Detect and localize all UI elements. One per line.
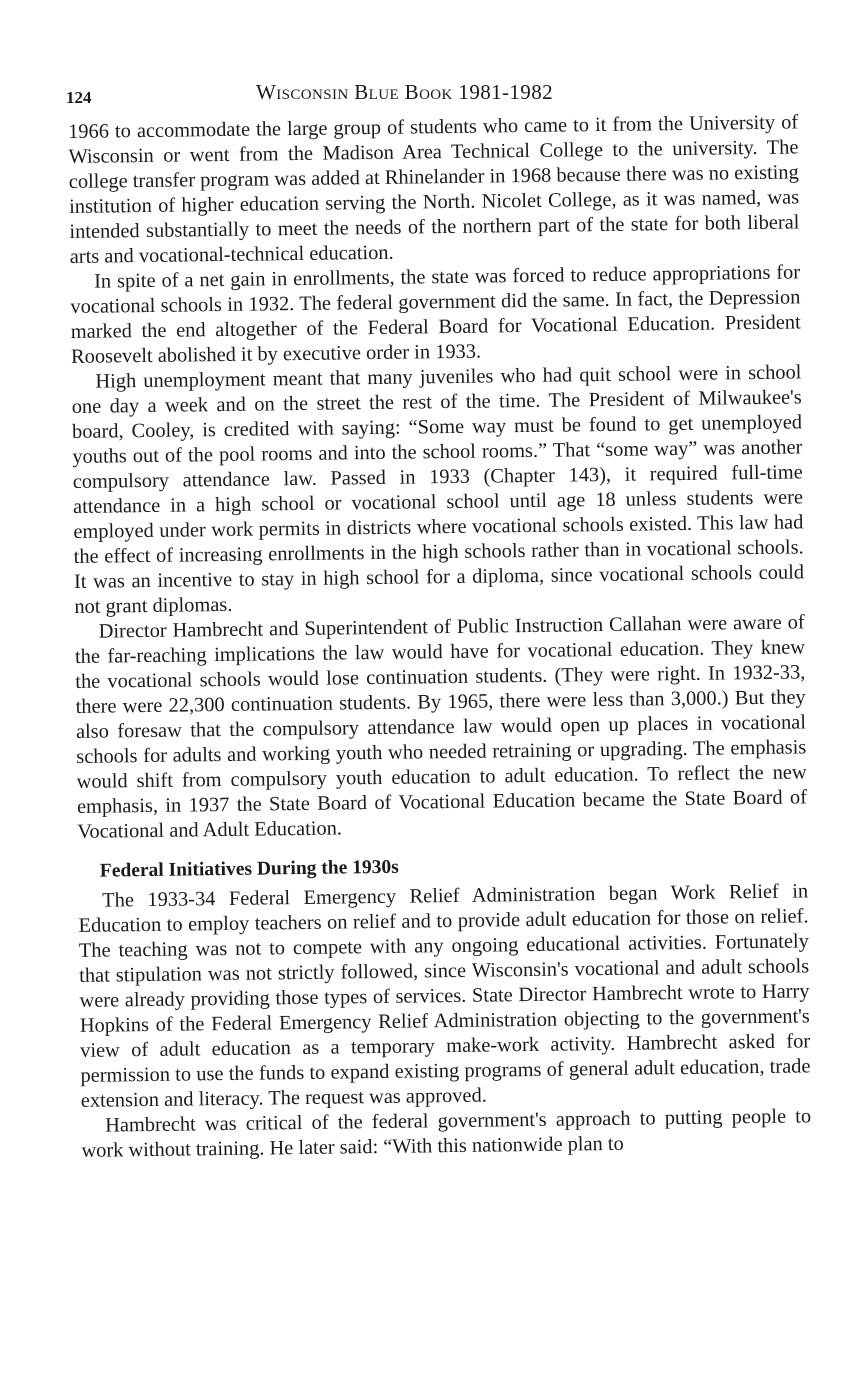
section-heading: Federal Initiatives During the 1930s [99,856,399,882]
paragraph-appropriations: In spite of a net gain in enrollments, the state was forced to reduce appropriations for vocational schools in 1932. The federal government did the same. In fact, the Depression marked the end altogether of the Federal Board for Vocational Education. President Roosevelt abolished it by executive order in 1933. [70,261,801,368]
paragraph-federal-relief: The 1933-34 Federal Emergency Relief Administration began Work Relief in Education to employ teachers on relief and to provide adult education for those on relief. The teaching was not to compete with any ongoing educational activities. Fortunately that stipulation was not strictly followed, since Wisconsin's vocational and adult schools were already providing those types of services. State Director Hambrecht wrote to Harry Hopkins of the Federal Emergency Relief Administration objecting to the government's view of adult education as a temporary make-work activity. Hambrecht asked for permission to use the funds to expand existing programs of general adult education, trade extension and literacy. The request was approved. [78,880,811,1112]
paragraph-hambrecht-critical: Hambrecht was critical of the federal government's approach to putting people to work without training. He later said: “With this nationwide plan to [81,1105,812,1162]
page-header [66,80,786,110]
page-number: 124 [66,88,92,107]
paragraph-hambrecht-callahan: Director Hambrecht and Superintendent of Public Instruction Callahan were aware of the far-reaching implications the law would have for vocational education. They knew the vocational schools would lose continuation students. (They were right. In 1932-33, there were 22,300 continuation students. By 1965, there were less than 3,000.) But they also foresaw that the compulsory attendance law would open up places in vocational schools for adults and working youth who needed retraining or upgrading. The emphasis would shift from compulsory youth education to adult education. To reflect the new emphasis, in 1937 the State Board of Vocational Education became the State Board of Vocational and Adult Education. [74,611,808,843]
paragraph-continuation: 1966 to accommodate the large group of students who came to it from the University of Wisconsin or went from the Madison Area Technical College to the university. The college transfer program was added at Rhinelander in 1968 because there was no existing institution of higher education serving the North. Nicolet College, as it was named, was intended substantially to meet the needs of the northern part of the state for both liberal arts and vocational-technical education. [68,111,800,268]
paragraph-unemployment: High unemployment meant that many juveniles who had quit school were in school one day a week and on the street the rest of the time. The President of Milwaukee's board, Cooley, is credited with saying: “Some way must be found to get unemployed youths out of the pool rooms and into the school rooms.” That “some way” was another compulsory attendance law. Passed in 1933 (Chapter 143), it required full-time attendance in a high school or vocational school until age 18 unless students were employed under work permits in districts where vocational schools existed. This law had the effect of increasing enrollments in the high schools rather than in vocational schools. It was an incentive to stay in high school for a diploma, since vocational schools could not grant diplomas. [71,361,805,618]
body-text [68,110,812,1163]
running-head: Wisconsin Blue Book 1981-1982 [256,80,554,104]
